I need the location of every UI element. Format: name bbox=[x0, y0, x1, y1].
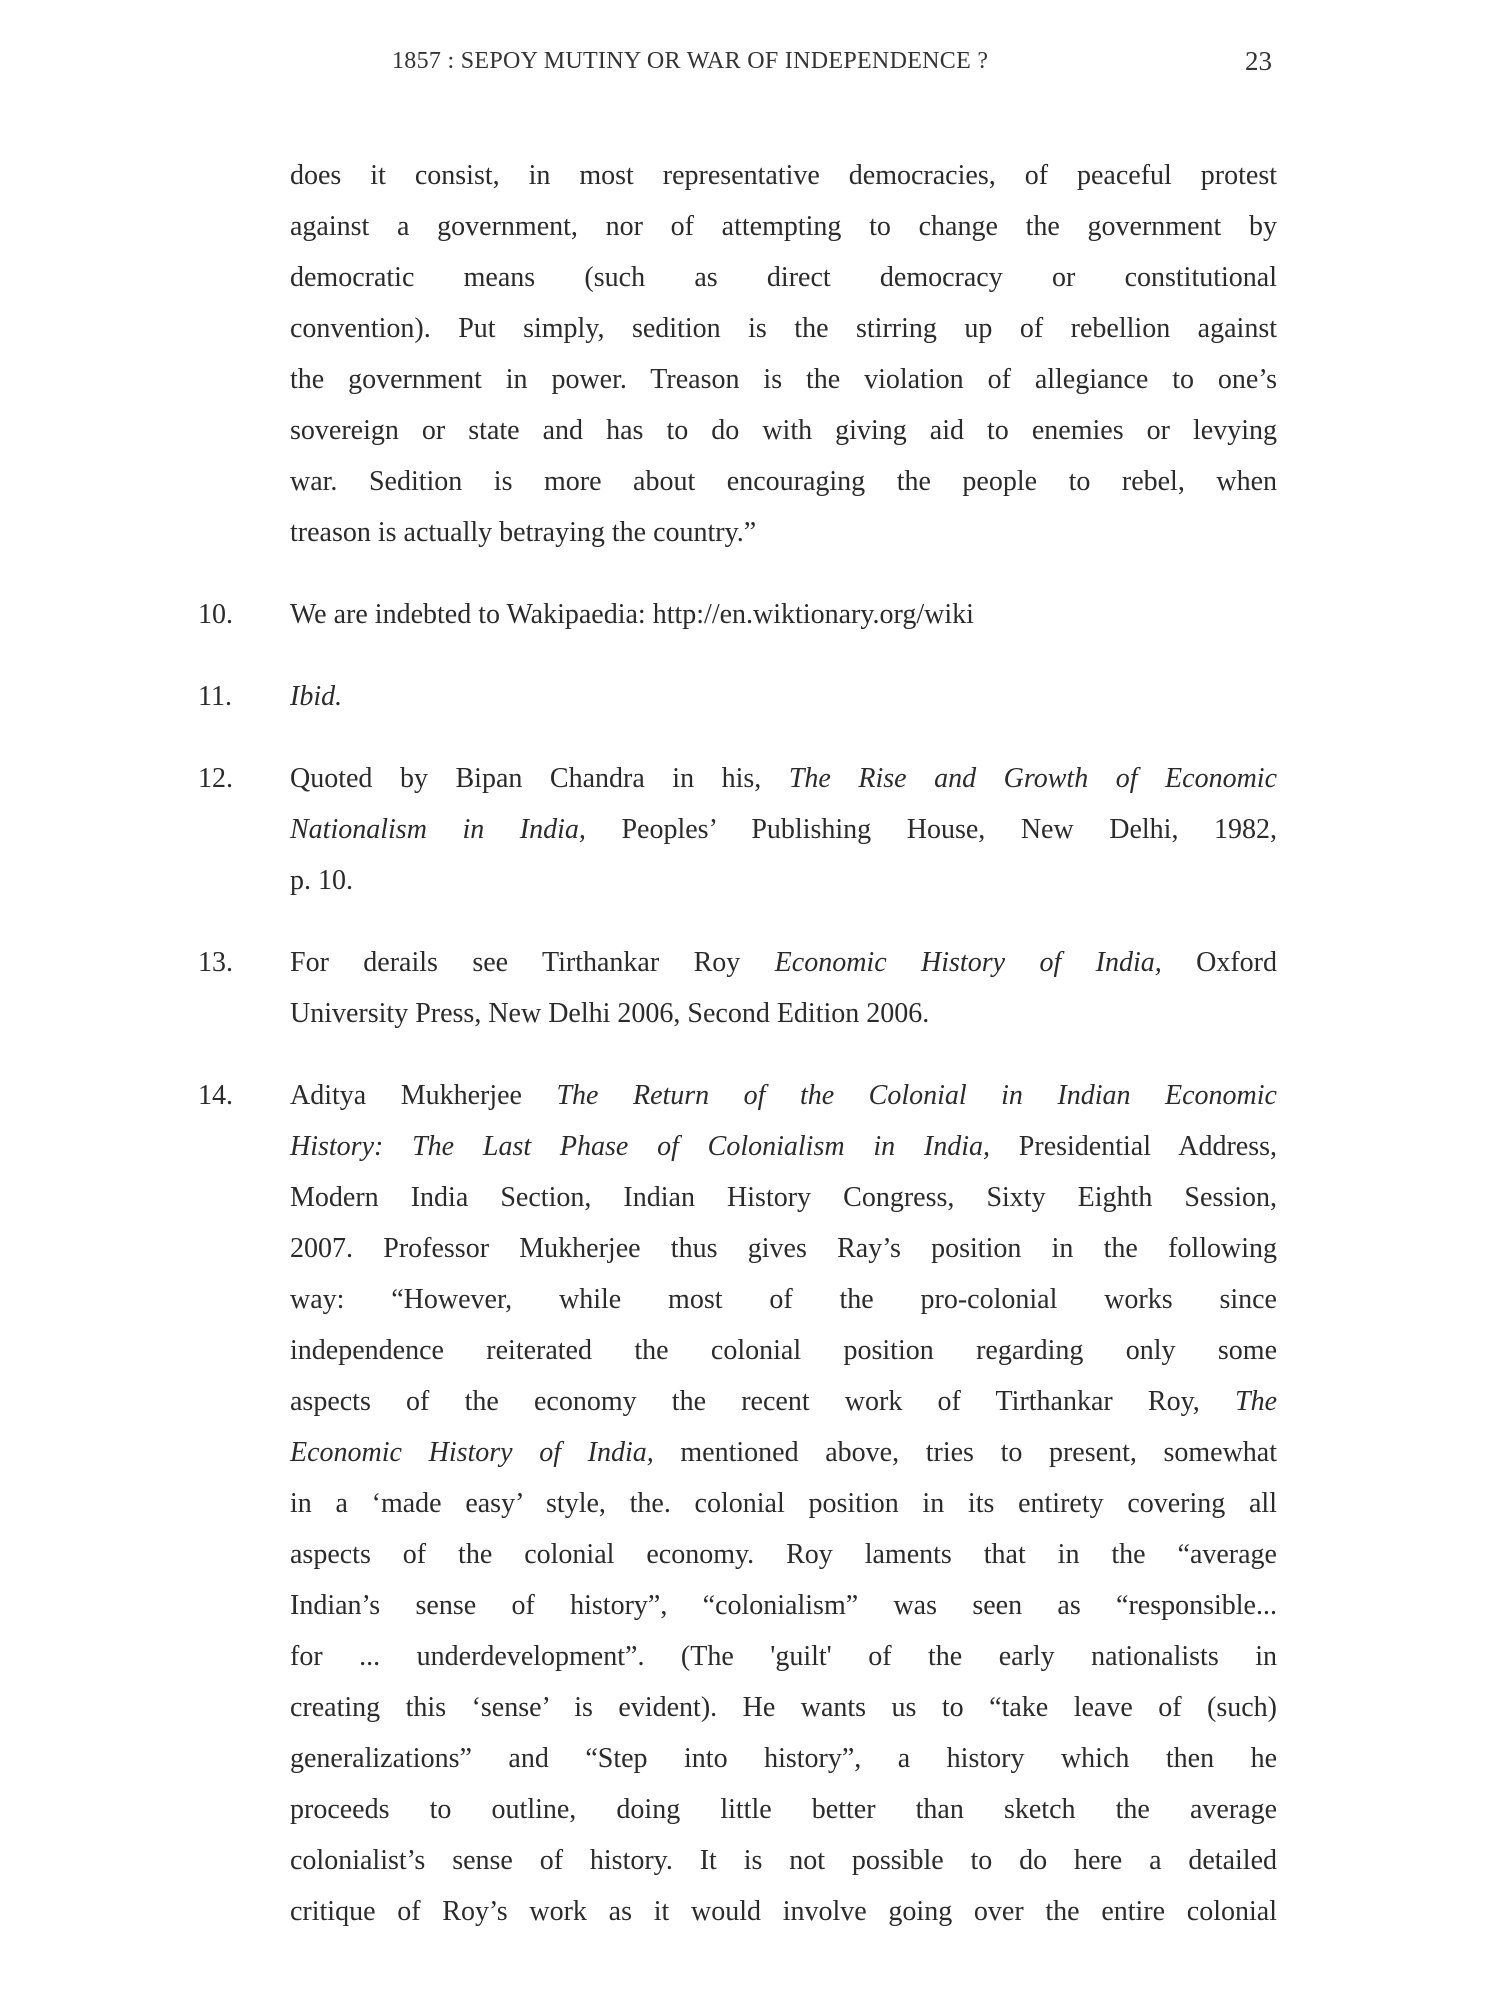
text-segment: generalizations” and “Step into history”, a history which then he bbox=[290, 1743, 1277, 1774]
text-segment: 2007. Professor Mukherjee thus gives Ray’s position in the following bbox=[290, 1233, 1277, 1264]
running-head: 1857 : SEPOY MUTINY OR WAR OF INDEPENDENCE ? bbox=[392, 48, 989, 74]
text-segment: University Press, New Delhi 2006, Second Edition 2006. bbox=[290, 998, 930, 1029]
text-line bbox=[290, 1376, 1277, 1427]
text-line bbox=[290, 1223, 1277, 1274]
footnote-10 bbox=[180, 589, 1277, 640]
text-segment: independence reiterated the colonial position regarding only some bbox=[290, 1335, 1277, 1366]
text-line bbox=[290, 855, 1277, 906]
footnote-number: 12. bbox=[198, 763, 233, 794]
text-segment: democratic means (such as direct democracy or constitutional bbox=[290, 262, 1277, 293]
text-line bbox=[290, 988, 1277, 1039]
text-segment: aspects of the economy the recent work of Tirthankar Roy, bbox=[290, 1386, 1235, 1417]
footnote-14 bbox=[180, 1070, 1277, 1937]
text-segment: against a government, nor of attempting to change the government by bbox=[290, 211, 1277, 242]
text-segment: sovereign or state and has to do with giving aid to enemies or levying bbox=[290, 415, 1277, 446]
notes-content bbox=[180, 150, 1277, 1968]
italic-title: The Return of the Colonial in Indian Economic bbox=[556, 1080, 1277, 1111]
footnote-13 bbox=[180, 937, 1277, 1039]
text-line bbox=[290, 252, 1277, 303]
text-segment: proceeds to outline, doing little better than sketch the average bbox=[290, 1794, 1277, 1825]
text-line bbox=[290, 507, 1277, 558]
italic-title: Nationalism in India, bbox=[290, 814, 586, 845]
text-segment: mentioned above, tries to present, somewhat bbox=[653, 1437, 1278, 1468]
text-line bbox=[290, 1427, 1277, 1478]
text-segment: p. 10. bbox=[290, 865, 353, 896]
text-segment: For derails see Tirthankar Roy bbox=[290, 947, 775, 978]
text-line bbox=[290, 753, 1277, 804]
text-line bbox=[290, 1478, 1277, 1529]
text-segment: the government in power. Treason is the violation of allegiance to one’s bbox=[290, 364, 1277, 395]
text-segment: Modern India Section, Indian History Congress, Sixty Eighth Session, bbox=[290, 1182, 1277, 1213]
italic-title: Economic History of India, bbox=[290, 1437, 654, 1468]
text-line bbox=[290, 1631, 1277, 1682]
text-line bbox=[290, 1274, 1277, 1325]
italic-title: Economic History of India, bbox=[774, 947, 1162, 978]
text-line bbox=[290, 201, 1277, 252]
text-segment: critique of Roy’s work as it would involve going over the entire colonial bbox=[290, 1896, 1277, 1927]
text-segment: Indian’s sense of history”, “colonialism” was seen as “responsible... bbox=[290, 1590, 1277, 1621]
text-line bbox=[290, 150, 1277, 201]
text-line bbox=[290, 937, 1277, 988]
text-segment: aspects of the colonial economy. Roy laments that in the “average bbox=[290, 1539, 1277, 1570]
text-line bbox=[290, 804, 1277, 855]
text-line bbox=[290, 1121, 1277, 1172]
text-line bbox=[290, 456, 1277, 507]
footnote-number: 10. bbox=[198, 599, 233, 630]
text-segment: treason is actually betraying the country.” bbox=[290, 517, 757, 548]
italic-title: The bbox=[1235, 1386, 1277, 1417]
italic-title: The Rise and Growth of Economic bbox=[788, 763, 1277, 794]
text-line bbox=[290, 1733, 1277, 1784]
text-line bbox=[290, 1886, 1277, 1937]
text-line bbox=[290, 1682, 1277, 1733]
text-segment: Quoted by Bipan Chandra in his, bbox=[290, 763, 789, 794]
italic-title: History: The Last Phase of Colonialism in India, bbox=[290, 1131, 991, 1162]
footnote-11 bbox=[180, 671, 1277, 722]
text-line bbox=[290, 1070, 1277, 1121]
text-line bbox=[290, 1529, 1277, 1580]
footnote-number: 11. bbox=[198, 681, 232, 712]
text-segment: does it consist, in most representative democracies, of peaceful protest bbox=[290, 160, 1277, 191]
text-segment: colonialist’s sense of history. It is not possible to do here a detailed bbox=[290, 1845, 1277, 1876]
text-line bbox=[290, 1835, 1277, 1886]
footnote-12 bbox=[180, 753, 1277, 906]
footnote-continuation bbox=[180, 150, 1277, 558]
text-segment: for ... underdevelopment”. (The 'guilt' of the early nationalists in bbox=[290, 1641, 1277, 1672]
text-segment: in a ‘made easy’ style, the. colonial position in its entirety covering all bbox=[290, 1488, 1277, 1519]
footnote-number: 14. bbox=[198, 1080, 233, 1111]
footnote-number: 13. bbox=[198, 947, 233, 978]
page-number: 23 bbox=[1245, 46, 1272, 76]
text-line bbox=[290, 589, 1277, 640]
text-line bbox=[290, 405, 1277, 456]
text-segment: war. Sedition is more about encouraging the people to rebel, when bbox=[290, 466, 1277, 497]
text-line bbox=[290, 1325, 1277, 1376]
text-segment: way: “However, while most of the pro-colonial works since bbox=[290, 1284, 1277, 1315]
text-segment: We are indebted to Wakipaedia: http://en.wiktionary.org/wiki bbox=[290, 599, 974, 630]
text-line bbox=[290, 1580, 1277, 1631]
text-line bbox=[290, 1172, 1277, 1223]
text-line bbox=[290, 1784, 1277, 1835]
text-segment: Aditya Mukherjee bbox=[290, 1080, 557, 1111]
italic-title: Ibid. bbox=[290, 681, 343, 712]
text-segment: Peoples’ Publishing House, New Delhi, 1982, bbox=[585, 814, 1277, 845]
text-line bbox=[290, 354, 1277, 405]
text-segment: creating this ‘sense’ is evident). He wants us to “take leave of (such) bbox=[290, 1692, 1277, 1723]
text-segment: Oxford bbox=[1161, 947, 1278, 978]
text-line bbox=[290, 671, 1277, 722]
text-segment: convention). Put simply, sedition is the stirring up of rebellion against bbox=[290, 313, 1277, 344]
text-segment: Presidential Address, bbox=[990, 1131, 1278, 1162]
text-line bbox=[290, 303, 1277, 354]
